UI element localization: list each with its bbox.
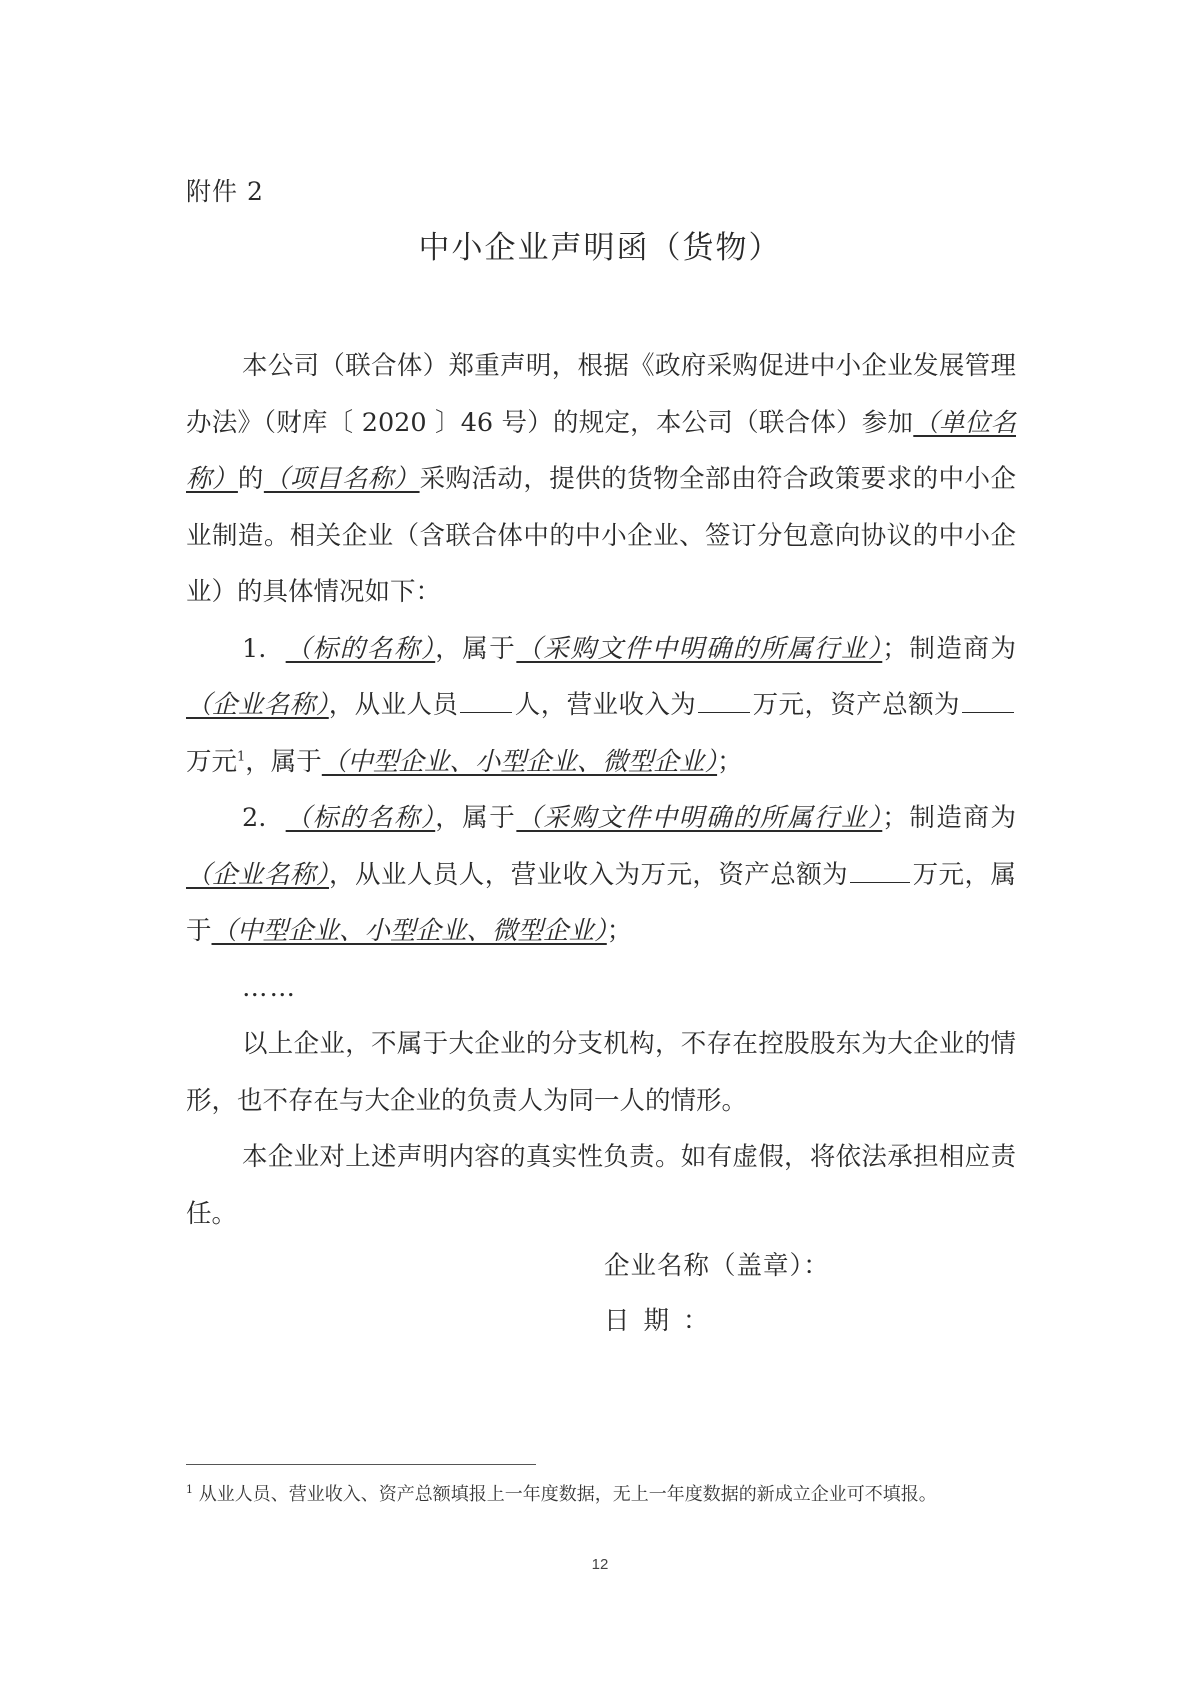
document-title: 中小企业声明函（货物） (418, 230, 782, 266)
item-1-paragraph (186, 621, 1016, 791)
item-1-employees-text: ，从业人员 (328, 690, 459, 720)
footnote-divider (186, 1464, 536, 1465)
declaration-intro-text: 本公司（联合体）郑重声明，根据《政府采购促进中小企业发展管理办法》（财库〔 2020 〕46 号）的规定，本公司（联合体）参加 (186, 351, 1016, 438)
item-1-employees-blank (460, 684, 512, 713)
item-2-belongs-text: ，属于 (435, 803, 517, 833)
footnote-mark: 1 (186, 1483, 193, 1496)
item-1-revenue-text: 人，营业收入为 (514, 690, 697, 720)
item-2-assets-unit-text: 万元，属于 (186, 859, 1016, 946)
item-2-end-text: ； (606, 916, 633, 946)
item-1-industry-placeholder: （采购文件中明确的所属行业） (516, 633, 883, 664)
item-1-number: 1. (242, 633, 267, 664)
statement-not-branch: 以上企业，不属于大企业的分支机构，不存在控股股东为大企业的情形，也不存在与大企业的负责人为同一人的情形。 (186, 1029, 1016, 1116)
date-label: 日期： (604, 1306, 723, 1336)
item-1-subject-placeholder: （标的名称） (285, 633, 436, 664)
page-number: 12 (591, 1556, 609, 1573)
item-2-enterprise-type-placeholder: （中型企业、小型企业、微型企业） (211, 916, 607, 946)
footnote-reference-mark: 1 (237, 749, 246, 764)
ellipsis: …… (242, 972, 297, 1003)
footnote (186, 1478, 1016, 1512)
item-1-assets-text: 万元，资产总额为 (752, 690, 960, 720)
item-2-subject-placeholder: （标的名称） (285, 803, 436, 833)
item-1-assets-unit-text: 万元 (186, 746, 238, 777)
company-seal-label: 企业名称（盖章）： (604, 1251, 830, 1281)
project-name-placeholder: （项目名称） (263, 464, 420, 494)
item-1-revenue-blank (698, 684, 750, 713)
item-2-details-text: ，从业人员人，营业收入为万元，资产总额为 (329, 859, 849, 890)
item-1-belongs-text: ，属于 (435, 633, 517, 664)
declaration-continuation-text: 采购活动，提供的货物全部由符合政策要求的中小企业制造。相关企业（含联合体中的中小企业、签订分包意向协议的中小企业）的具体情况如下： (186, 464, 1016, 607)
item-1-belongs-2-text: ，属于 (245, 746, 322, 777)
document-body (186, 338, 1016, 1242)
item-1-enterprise-placeholder: （企业名称） (186, 690, 329, 720)
item-2-number: 2. (242, 803, 267, 833)
unit-name-placeholder: （单位名称） (186, 407, 1016, 494)
item-1-manufacturer-text: ；制造商为 (882, 633, 1016, 664)
attachment-label: 附件 2 (186, 177, 264, 206)
item-2-enterprise-placeholder: （企业名称） (186, 859, 329, 890)
item-1-enterprise-type-placeholder: （中型企业、小型企业、微型企业） (321, 746, 718, 777)
item-1-assets-blank (962, 684, 1014, 713)
item-2-manufacturer-text: ；制造商为 (882, 803, 1016, 833)
of-text: 的 (237, 464, 264, 494)
declaration-paragraph (186, 338, 1016, 621)
item-2-assets-blank (850, 854, 910, 883)
item-2-industry-placeholder: （采购文件中明确的所属行业） (516, 803, 883, 833)
statement-responsibility: 本企业对上述声明内容的真实性负责。如有虚假，将依法承担相应责任。 (186, 1142, 1016, 1229)
footnote-text: 从业人员、营业收入、资产总额填报上一年度数据，无上一年度数据的新成立企业可不填报。 (198, 1484, 937, 1505)
item-1-end-text: ； (717, 746, 743, 777)
item-2-paragraph (186, 790, 1016, 960)
